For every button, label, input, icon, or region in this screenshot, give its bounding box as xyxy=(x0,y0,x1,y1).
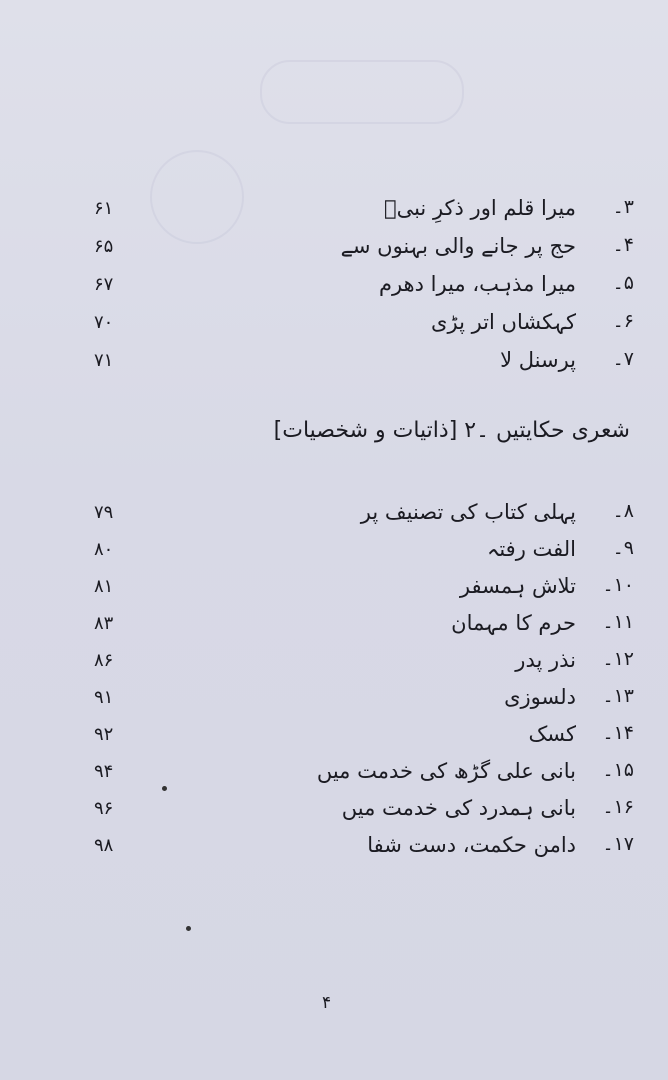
entry-title: دامن حکمت، دست شفا xyxy=(367,833,576,857)
entry-number: ۱۷۔ xyxy=(602,833,634,855)
entry-title: حرم کا مہمان xyxy=(451,611,576,635)
toc-entry xyxy=(0,310,668,346)
entry-title: دلسوزی xyxy=(504,685,576,709)
toc-entry xyxy=(0,234,668,270)
entry-page-number: ۹۲ xyxy=(94,724,114,745)
entry-title: کہکشاں اتر پڑی xyxy=(431,310,576,334)
entry-page-number: ۷۱ xyxy=(94,350,114,371)
entry-title: الفت رفتہ xyxy=(487,537,576,561)
toc-entry xyxy=(0,796,668,832)
toc-entry xyxy=(0,500,668,536)
entry-title: میرا مذہب، میرا دھرم xyxy=(378,272,576,296)
toc-entry xyxy=(0,196,668,232)
entry-number: ۹۔ xyxy=(612,537,634,559)
toc-entry xyxy=(0,685,668,721)
entry-page-number: ۶۵ xyxy=(94,236,114,257)
entry-page-number: ۹۱ xyxy=(94,687,114,708)
entry-title: نذر پدر xyxy=(515,648,576,672)
entry-page-number: ۷۰ xyxy=(94,312,114,333)
entry-number: ۵۔ xyxy=(612,272,634,294)
entry-number: ۴۔ xyxy=(612,234,634,256)
ink-dot xyxy=(162,786,167,791)
entry-number: ۱۶۔ xyxy=(602,796,634,818)
toc-entry xyxy=(0,648,668,684)
entry-title: میرا قلم اور ذکرِ نبیؐ xyxy=(383,196,576,220)
entry-page-number: ۸۶ xyxy=(94,650,114,671)
entry-number: ۶۔ xyxy=(612,310,634,332)
toc-entry xyxy=(0,611,668,647)
entry-page-number: ۸۱ xyxy=(94,576,114,597)
toc-entry xyxy=(0,574,668,610)
entry-number: ۱۳۔ xyxy=(602,685,634,707)
entry-number: ۱۰۔ xyxy=(602,574,634,596)
entry-title: تلاش ہمسفر xyxy=(459,574,576,598)
entry-title: کسک xyxy=(528,722,576,746)
toc-entry xyxy=(0,537,668,573)
ink-dot xyxy=(186,926,191,931)
entry-title: بانی علی گڑھ کی خدمت میں xyxy=(316,759,576,783)
section-heading: شعری حکایتیں ۔۲ [ذاتیات و شخصیات] xyxy=(273,418,630,443)
entry-title: پرسنل لا xyxy=(500,348,576,372)
entry-page-number: ۸۳ xyxy=(94,613,114,634)
bleed-through-mark xyxy=(260,60,464,124)
entry-page-number: ۸۰ xyxy=(94,539,114,560)
entry-title: پہلی کتاب کی تصنیف پر xyxy=(360,500,576,524)
entry-page-number: ۹۶ xyxy=(94,798,114,819)
entry-page-number: ۹۸ xyxy=(94,835,114,856)
entry-number: ۷۔ xyxy=(612,348,634,370)
entry-number: ۸۔ xyxy=(612,500,634,522)
entry-number: ۱۱۔ xyxy=(602,611,634,633)
page-folio: ۴ xyxy=(322,993,332,1013)
entry-title: بانی ہمدرد کی خدمت میں xyxy=(341,796,576,820)
toc-entry xyxy=(0,759,668,795)
entry-number: ۱۲۔ xyxy=(602,648,634,670)
entry-title: حج پر جانے والی بہنوں سے xyxy=(340,234,576,258)
entry-number: ۱۵۔ xyxy=(602,759,634,781)
entry-page-number: ۹۴ xyxy=(94,761,114,782)
entry-page-number: ۷۹ xyxy=(94,502,114,523)
toc-entry xyxy=(0,722,668,758)
toc-entry xyxy=(0,833,668,869)
toc-entry xyxy=(0,272,668,308)
entry-page-number: ۶۷ xyxy=(94,274,114,295)
entry-page-number: ۶۱ xyxy=(94,198,114,219)
entry-number: ۱۴۔ xyxy=(602,722,634,744)
toc-entry xyxy=(0,348,668,384)
entry-number: ۳۔ xyxy=(612,196,634,218)
